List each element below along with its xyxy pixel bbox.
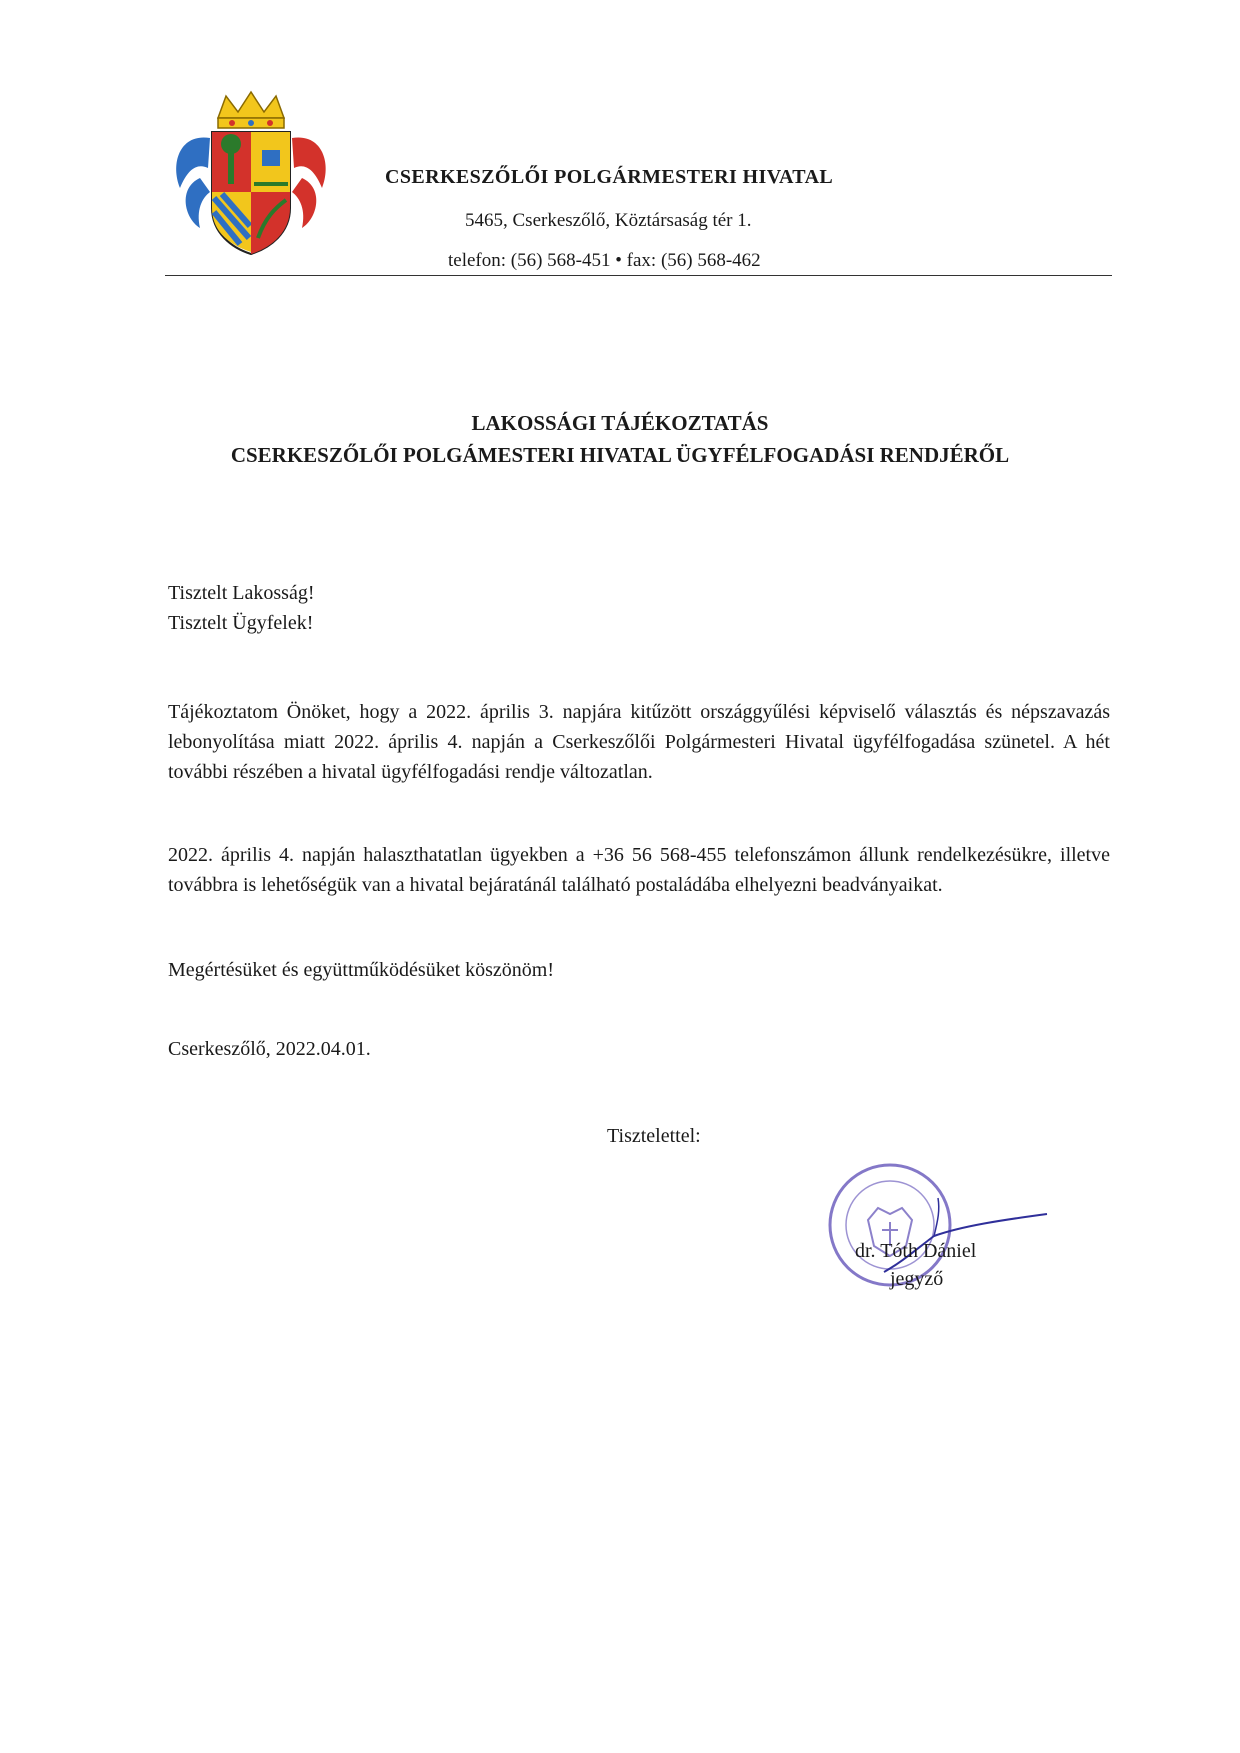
- place-and-date: Cserkeszőlő, 2022.04.01.: [168, 1038, 371, 1060]
- signer-name: dr. Tóth Dániel: [855, 1240, 977, 1262]
- org-contact: telefon: (56) 568-451 • fax: (56) 568-462: [448, 250, 761, 271]
- body-paragraph-3: Megértésüket és együttműködésüket köszönöm!: [168, 959, 555, 981]
- coat-of-arms-icon: [170, 88, 332, 256]
- header-divider: [165, 275, 1112, 276]
- greeting-line-2: Tisztelt Ügyfelek!: [168, 612, 314, 634]
- greeting-line-1: Tisztelt Lakosság!: [168, 582, 315, 604]
- closing-salutation: Tisztelettel:: [607, 1125, 701, 1147]
- org-name: CSERKESZŐLŐI POLGÁRMESTERI HIVATAL: [385, 166, 834, 188]
- org-address: 5465, Cserkeszőlő, Köztársaság tér 1.: [465, 210, 752, 231]
- document-title: LAKOSSÁGI TÁJÉKOZTATÁS: [471, 411, 769, 435]
- body-paragraph-1: Tájékoztatom Önöket, hogy a 2022. április 3. napjára kitűzött országgyűlési képviselő választás és népszavazás lebonyolítása miatt 2022. április 4. napján a Cserkeszőlői Polgármesteri Hivatal ügyfélfogadása szünetel. A hét további részében a hivatal ügyfélfogadási rendje változatlan.: [168, 701, 1110, 783]
- signer-title: jegyző: [890, 1268, 944, 1290]
- document-subtitle: CSERKESZŐLŐI POLGÁMESTERI HIVATAL ÜGYFÉLFOGADÁSI RENDJÉRŐL: [230, 443, 1010, 467]
- body-paragraph-2: 2022. április 4. napján halaszthatatlan ügyekben a +36 56 568-455 telefonszámon állunk rendelkezésükre, illetve továbbra is lehetőségük van a hivatal bejáratánál található postaládába elhelyezni beadványaikat.: [168, 844, 1110, 896]
